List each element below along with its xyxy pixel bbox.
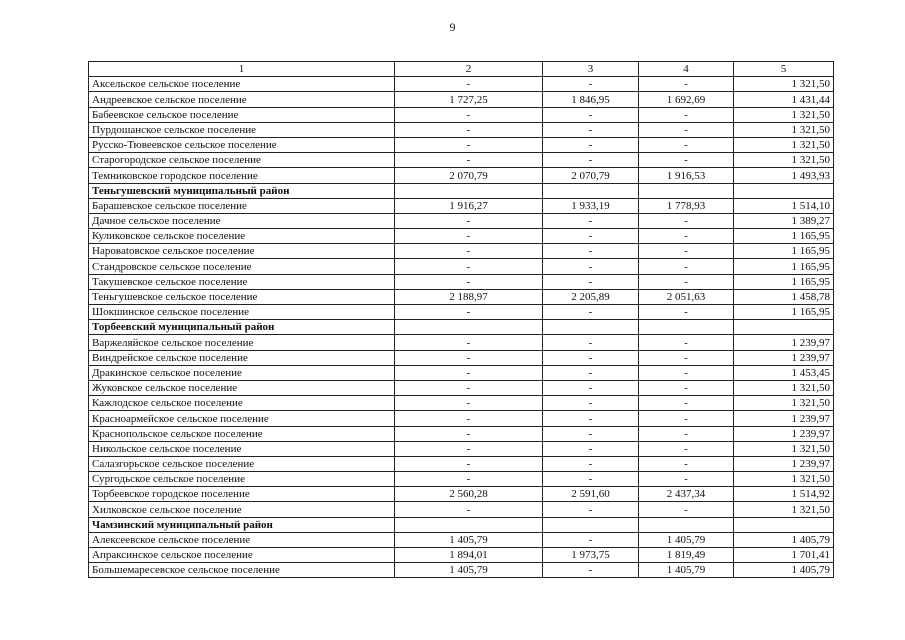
- settlement-name: Аксельское сельское поселение: [89, 77, 395, 92]
- value-col2: -: [395, 107, 543, 122]
- value-col2: -: [395, 426, 543, 441]
- value-col4: -: [639, 380, 734, 395]
- value-col4: -: [639, 441, 734, 456]
- value-col5: [734, 183, 834, 198]
- value-col3: -: [543, 274, 639, 289]
- value-col4: -: [639, 305, 734, 320]
- table-header-row: [89, 62, 834, 77]
- column-header: 3: [543, 62, 639, 77]
- value-col4: -: [639, 350, 734, 365]
- value-col4: 1 916,53: [639, 168, 734, 183]
- value-col3: -: [543, 137, 639, 152]
- value-col3: -: [543, 122, 639, 137]
- settlement-name: Торбеевский муниципальный район: [89, 320, 395, 335]
- value-col2: -: [395, 77, 543, 92]
- value-col2: -: [395, 411, 543, 426]
- settlement-name: Сургодьское сельское поселение: [89, 472, 395, 487]
- settlement-name: Наровatовское сельское поселение: [89, 244, 395, 259]
- table-row: [89, 77, 834, 92]
- value-col5: 1 321,50: [734, 380, 834, 395]
- value-col3: -: [543, 365, 639, 380]
- value-col4: -: [639, 122, 734, 137]
- settlement-name: Алексеевское сельское поселение: [89, 532, 395, 547]
- value-col4: -: [639, 274, 734, 289]
- value-col2: -: [395, 335, 543, 350]
- value-col4: [639, 517, 734, 532]
- settlement-name: Салазгорьское сельское поселение: [89, 456, 395, 471]
- value-col5: 1 165,95: [734, 229, 834, 244]
- value-col5: 1 493,93: [734, 168, 834, 183]
- value-col2: 1 727,25: [395, 92, 543, 107]
- settlement-name: Теньгушевский муниципальный район: [89, 183, 395, 198]
- settlement-name: Андреевское сельское поселение: [89, 92, 395, 107]
- column-header: 4: [639, 62, 734, 77]
- value-col5: 1 321,50: [734, 122, 834, 137]
- value-col2: -: [395, 137, 543, 152]
- settlement-name: Старогородское сельское поселение: [89, 153, 395, 168]
- value-col2: 1 894,01: [395, 548, 543, 563]
- value-col5: 1 321,50: [734, 107, 834, 122]
- table-row: [89, 289, 834, 304]
- settlement-name: Хилковское сельское поселение: [89, 502, 395, 517]
- value-col2: -: [395, 350, 543, 365]
- value-col2: -: [395, 274, 543, 289]
- value-col5: 1 321,50: [734, 441, 834, 456]
- value-col4: -: [639, 153, 734, 168]
- value-col3: -: [543, 532, 639, 547]
- value-col3: -: [543, 229, 639, 244]
- value-col4: 2 051,63: [639, 289, 734, 304]
- table-row: [89, 396, 834, 411]
- settlement-name: Кажлодское сельское поселение: [89, 396, 395, 411]
- settlement-name: Краснопольское сельское поселение: [89, 426, 395, 441]
- district-row: [89, 320, 834, 335]
- value-col3: -: [543, 411, 639, 426]
- value-col3: -: [543, 259, 639, 274]
- value-col3: 1 933,19: [543, 198, 639, 213]
- value-col4: -: [639, 472, 734, 487]
- value-col2: -: [395, 213, 543, 228]
- settlement-name: Дракинское сельское поселение: [89, 365, 395, 380]
- value-col4: -: [639, 335, 734, 350]
- value-col5: 1 239,97: [734, 350, 834, 365]
- value-col3: -: [543, 213, 639, 228]
- settlement-name: Красноармейское сельское поселение: [89, 411, 395, 426]
- settlements-table: [88, 61, 834, 578]
- value-col4: -: [639, 502, 734, 517]
- value-col3: 1 973,75: [543, 548, 639, 563]
- table-row: [89, 244, 834, 259]
- value-col4: -: [639, 213, 734, 228]
- value-col3: -: [543, 456, 639, 471]
- settlement-name: Стандровское сельское поселение: [89, 259, 395, 274]
- value-col5: 1 321,50: [734, 472, 834, 487]
- table-row: [89, 137, 834, 152]
- value-col2: 1 916,27: [395, 198, 543, 213]
- table-row: [89, 335, 834, 350]
- value-col3: -: [543, 107, 639, 122]
- value-col2: 1 405,79: [395, 532, 543, 547]
- table-row: [89, 305, 834, 320]
- value-col4: -: [639, 411, 734, 426]
- value-col5: 1 321,50: [734, 137, 834, 152]
- value-col2: 2 070,79: [395, 168, 543, 183]
- value-col5: 1 701,41: [734, 548, 834, 563]
- table-row: [89, 441, 834, 456]
- value-col2: -: [395, 502, 543, 517]
- settlement-name: Дачное сельское поселение: [89, 213, 395, 228]
- table-row: [89, 563, 834, 578]
- table-row: [89, 502, 834, 517]
- page-number: 9: [449, 20, 456, 34]
- value-col2: -: [395, 456, 543, 471]
- table-row: [89, 487, 834, 502]
- value-col2: [395, 517, 543, 532]
- table-row: [89, 213, 834, 228]
- value-col4: 1 692,69: [639, 92, 734, 107]
- settlement-name: Виндрейское сельское поселение: [89, 350, 395, 365]
- value-col3: [543, 517, 639, 532]
- settlement-name: Русско-Тювеевское сельское поселение: [89, 137, 395, 152]
- value-col5: 1 405,79: [734, 532, 834, 547]
- value-col3: -: [543, 244, 639, 259]
- value-col5: 1 165,95: [734, 259, 834, 274]
- value-col4: -: [639, 77, 734, 92]
- value-col2: -: [395, 472, 543, 487]
- value-col2: -: [395, 380, 543, 395]
- value-col4: [639, 320, 734, 335]
- settlement-name: Апраксинское сельское поселение: [89, 548, 395, 563]
- value-col3: -: [543, 350, 639, 365]
- value-col5: 1 321,50: [734, 77, 834, 92]
- value-col5: 1 165,95: [734, 244, 834, 259]
- value-col2: -: [395, 365, 543, 380]
- value-col3: -: [543, 77, 639, 92]
- table-row: [89, 122, 834, 137]
- settlement-name: Куликовское сельское поселение: [89, 229, 395, 244]
- value-col4: -: [639, 365, 734, 380]
- value-col4: -: [639, 396, 734, 411]
- value-col2: [395, 320, 543, 335]
- table-row: [89, 274, 834, 289]
- value-col5: [734, 320, 834, 335]
- value-col3: 2 591,60: [543, 487, 639, 502]
- settlement-name: Теньгушевское сельское поселение: [89, 289, 395, 304]
- value-col4: -: [639, 426, 734, 441]
- value-col3: -: [543, 305, 639, 320]
- value-col4: -: [639, 259, 734, 274]
- value-col5: 1 321,50: [734, 153, 834, 168]
- settlement-name: Торбеевское городское поселение: [89, 487, 395, 502]
- value-col2: -: [395, 244, 543, 259]
- column-header: 2: [395, 62, 543, 77]
- value-col3: -: [543, 153, 639, 168]
- table-row: [89, 107, 834, 122]
- settlement-name: Барашевское сельское поселение: [89, 198, 395, 213]
- value-col4: -: [639, 137, 734, 152]
- value-col3: [543, 320, 639, 335]
- value-col2: -: [395, 305, 543, 320]
- value-col2: [395, 183, 543, 198]
- value-col4: 1 405,79: [639, 563, 734, 578]
- value-col5: 1 321,50: [734, 396, 834, 411]
- settlement-name: Такушевское сельское поселение: [89, 274, 395, 289]
- column-header: 1: [89, 62, 395, 77]
- table-row: [89, 168, 834, 183]
- value-col3: -: [543, 441, 639, 456]
- value-col5: 1 453,45: [734, 365, 834, 380]
- settlement-name: Никольское сельское поселение: [89, 441, 395, 456]
- table-row: [89, 229, 834, 244]
- value-col2: 2 560,28: [395, 487, 543, 502]
- table-row: [89, 472, 834, 487]
- value-col5: [734, 517, 834, 532]
- value-col4: -: [639, 244, 734, 259]
- value-col5: 1 458,78: [734, 289, 834, 304]
- table-row: [89, 456, 834, 471]
- value-col5: 1 514,10: [734, 198, 834, 213]
- value-col4: -: [639, 107, 734, 122]
- value-col2: -: [395, 441, 543, 456]
- table-row: [89, 380, 834, 395]
- value-col5: 1 239,97: [734, 426, 834, 441]
- value-col4: 1 405,79: [639, 532, 734, 547]
- value-col3: 1 846,95: [543, 92, 639, 107]
- value-col2: -: [395, 396, 543, 411]
- table-row: [89, 198, 834, 213]
- settlement-name: Жуковское сельское поселение: [89, 380, 395, 395]
- table-row: [89, 365, 834, 380]
- value-col3: 2 070,79: [543, 168, 639, 183]
- settlement-name: Бабеевское сельское поселение: [89, 107, 395, 122]
- value-col4: [639, 183, 734, 198]
- value-col4: 2 437,34: [639, 487, 734, 502]
- value-col3: -: [543, 335, 639, 350]
- value-col4: -: [639, 229, 734, 244]
- table-row: [89, 426, 834, 441]
- value-col2: -: [395, 122, 543, 137]
- value-col5: 1 165,95: [734, 274, 834, 289]
- value-col5: 1 239,97: [734, 456, 834, 471]
- settlement-name: Чамзинский муниципальный район: [89, 517, 395, 532]
- value-col4: -: [639, 456, 734, 471]
- settlement-name: Большемаресевское сельское поселение: [89, 563, 395, 578]
- value-col3: -: [543, 502, 639, 517]
- value-col5: 1 514,92: [734, 487, 834, 502]
- value-col3: -: [543, 396, 639, 411]
- table-row: [89, 411, 834, 426]
- value-col2: -: [395, 259, 543, 274]
- table-row: [89, 259, 834, 274]
- value-col2: -: [395, 153, 543, 168]
- table-row: [89, 153, 834, 168]
- settlement-name: Шокшинское сельское поселение: [89, 305, 395, 320]
- settlement-name: Темниковское городское поселение: [89, 168, 395, 183]
- value-col3: 2 205,89: [543, 289, 639, 304]
- value-col3: -: [543, 426, 639, 441]
- value-col5: 1 431,44: [734, 92, 834, 107]
- table-row: [89, 548, 834, 563]
- value-col3: -: [543, 472, 639, 487]
- value-col2: -: [395, 229, 543, 244]
- value-col5: 1 321,50: [734, 502, 834, 517]
- value-col4: 1 819,49: [639, 548, 734, 563]
- value-col3: -: [543, 563, 639, 578]
- value-col2: 1 405,79: [395, 563, 543, 578]
- settlement-name: Пурдошанское сельское поселение: [89, 122, 395, 137]
- district-row: [89, 183, 834, 198]
- value-col5: 1 389,27: [734, 213, 834, 228]
- settlement-name: Варжеляйское сельское поселение: [89, 335, 395, 350]
- table-row: [89, 92, 834, 107]
- value-col3: [543, 183, 639, 198]
- value-col5: 1 239,97: [734, 335, 834, 350]
- table-row: [89, 532, 834, 547]
- table-row: [89, 350, 834, 365]
- value-col5: 1 405,79: [734, 563, 834, 578]
- column-header: 5: [734, 62, 834, 77]
- value-col3: -: [543, 380, 639, 395]
- value-col5: 1 239,97: [734, 411, 834, 426]
- value-col4: 1 778,93: [639, 198, 734, 213]
- value-col5: 1 165,95: [734, 305, 834, 320]
- value-col2: 2 188,97: [395, 289, 543, 304]
- district-row: [89, 517, 834, 532]
